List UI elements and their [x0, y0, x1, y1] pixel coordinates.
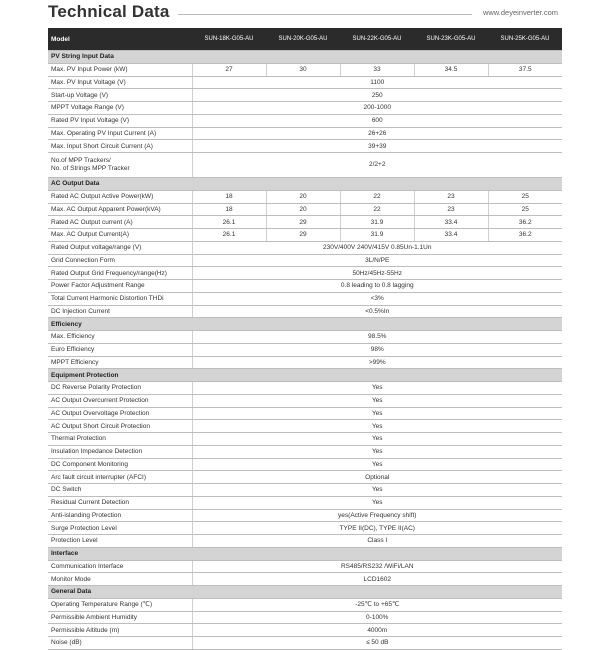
spec-value: <3% [192, 292, 562, 305]
spec-row [48, 445, 562, 458]
spec-label: Max. Input Short Circuit Current (A) [48, 140, 192, 153]
model-name: SUN-25K-G05-AU [488, 28, 562, 51]
spec-label: Rated PV Input Voltage (V) [48, 114, 192, 127]
spec-row [48, 102, 562, 115]
spec-row [48, 356, 562, 369]
section-title: Efficiency [48, 318, 562, 331]
spec-label: Max. Efficiency [48, 331, 192, 344]
spec-row [48, 394, 562, 407]
spec-label: Arc fault circuit interrupter (AFCI) [48, 471, 192, 484]
spec-row [48, 484, 562, 497]
spec-row [48, 76, 562, 89]
technical-data-table [48, 28, 562, 650]
spec-label: Rated AC Output current (A) [48, 216, 192, 229]
section-title: PV String Input Data [48, 51, 562, 64]
model-label: Model [48, 28, 192, 51]
spec-row [48, 496, 562, 509]
spec-row [48, 407, 562, 420]
spec-label: DC Reverse Polarity Protection [48, 382, 192, 395]
spec-value: 20 [266, 203, 340, 216]
spec-row [48, 598, 562, 611]
spec-label: Max. PV Input Voltage (V) [48, 76, 192, 89]
spec-value: 22 [340, 190, 414, 203]
spec-value: 200-1000 [192, 102, 562, 115]
spec-value: 31.9 [340, 229, 414, 242]
spec-value: Yes [192, 496, 562, 509]
spec-label: Surge Protection Level [48, 522, 192, 535]
spec-row [48, 114, 562, 127]
spec-label: Protection Level [48, 535, 192, 548]
spec-value: 31.9 [340, 216, 414, 229]
spec-value: 39+39 [192, 140, 562, 153]
spec-label: Communication Interface [48, 560, 192, 573]
page-header [48, 0, 564, 24]
section-header-row [48, 318, 562, 331]
spec-label-line: No. of Strings MPP Tracker [51, 165, 130, 172]
spec-value: TYPE II(DC), TYPE II(AC) [192, 522, 562, 535]
spec-row [48, 637, 562, 650]
spec-row [48, 560, 562, 573]
spec-value: 600 [192, 114, 562, 127]
spec-row [48, 382, 562, 395]
section-title: General Data [48, 586, 562, 599]
spec-value: RS485/RS232 /WiFi/LAN [192, 560, 562, 573]
spec-label: MPPT Efficiency [48, 356, 192, 369]
spec-row [48, 471, 562, 484]
spec-label: Anti-islanding Protection [48, 509, 192, 522]
spec-value: 25 [488, 203, 562, 216]
spec-row [48, 305, 562, 318]
spec-value: Yes [192, 420, 562, 433]
spec-value: 250 [192, 89, 562, 102]
spec-value: 50Hz/45Hz-55Hz [192, 267, 562, 280]
spec-label: AC Output Short Circuit Protection [48, 420, 192, 433]
spec-label: Rated AC Output Active Power(kW) [48, 190, 192, 203]
spec-label: DC Component Monitoring [48, 458, 192, 471]
spec-row [48, 458, 562, 471]
section-header-row [48, 586, 562, 599]
spec-row [48, 241, 562, 254]
spec-value: 36.2 [488, 216, 562, 229]
website-url: www.deyeinverter.com [482, 8, 558, 17]
spec-label: Euro Efficiency [48, 343, 192, 356]
spec-value: Yes [192, 382, 562, 395]
spec-label: Thermal Protection [48, 433, 192, 446]
spec-value: 20 [266, 190, 340, 203]
spec-row [48, 624, 562, 637]
spec-value: 25 [488, 190, 562, 203]
spec-row [48, 254, 562, 267]
spec-label: Max. AC Output Apparent Power(kVA) [48, 203, 192, 216]
spec-label: Residual Current Detection [48, 496, 192, 509]
spec-row [48, 292, 562, 305]
spec-label [48, 153, 192, 178]
spec-value: 22 [340, 203, 414, 216]
spec-label: Rated Output Grid Frequency/range(Hz) [48, 267, 192, 280]
spec-label: Rated Output voltage/range (V) [48, 241, 192, 254]
spec-label: Monitor Mode [48, 573, 192, 586]
spec-value: 30 [266, 63, 340, 76]
section-header-row [48, 178, 562, 191]
spec-row [48, 535, 562, 548]
spec-label: Permissible Ambient Humidity [48, 611, 192, 624]
spec-row [48, 433, 562, 446]
spec-value: Yes [192, 458, 562, 471]
spec-row [48, 216, 562, 229]
section-title: Equipment Protection [48, 369, 562, 382]
spec-row [48, 153, 562, 178]
spec-row [48, 203, 562, 216]
spec-value: 33.4 [414, 229, 488, 242]
spec-row [48, 229, 562, 242]
spec-label: Max. AC Output Current(A) [48, 229, 192, 242]
model-name: SUN-18K-G05-AU [192, 28, 266, 51]
spec-value: 98% [192, 343, 562, 356]
spec-label: DC Switch [48, 484, 192, 497]
spec-value: 0-100% [192, 611, 562, 624]
spec-row [48, 522, 562, 535]
section-title: Interface [48, 547, 562, 560]
section-title: AC Output Data [48, 178, 562, 191]
spec-row [48, 63, 562, 76]
spec-value: Class I [192, 535, 562, 548]
spec-value: Yes [192, 484, 562, 497]
section-header-row [48, 547, 562, 560]
spec-label: Grid Connection Form [48, 254, 192, 267]
spec-label-line: No.of MPP Trackers/ [51, 157, 111, 164]
spec-row [48, 89, 562, 102]
spec-value: 0.8 leading to 0.8 lagging [192, 280, 562, 293]
model-header-row [48, 28, 562, 51]
spec-row [48, 420, 562, 433]
spec-value: 3L/N/PE [192, 254, 562, 267]
spec-label: AC Output Overvoltage Protection [48, 407, 192, 420]
spec-value: 34.5 [414, 63, 488, 76]
header-rule [178, 14, 472, 15]
spec-value: 33 [340, 63, 414, 76]
spec-value: 2/2+2 [192, 153, 562, 178]
spec-value: 37.5 [488, 63, 562, 76]
spec-value: 23 [414, 203, 488, 216]
spec-value: 36.2 [488, 229, 562, 242]
spec-value: ≤ 50 dB [192, 637, 562, 650]
spec-label: Start-up Voltage (V) [48, 89, 192, 102]
spec-value: 18 [192, 190, 266, 203]
spec-label: Operating Temperature Range (℃) [48, 598, 192, 611]
section-header-row [48, 51, 562, 64]
spec-value: 26+26 [192, 127, 562, 140]
spec-row [48, 573, 562, 586]
spec-label: Noise (dB) [48, 637, 192, 650]
spec-value: 26.1 [192, 216, 266, 229]
spec-label: DC Injection Current [48, 305, 192, 318]
spec-value: 230V/400V 240V/415V 0.85Un-1.1Un [192, 241, 562, 254]
spec-label: Power Factor Adjustment Range [48, 280, 192, 293]
spec-value: Yes [192, 445, 562, 458]
spec-value: yes(Active Frequency shift) [192, 509, 562, 522]
spec-label: Insulation Impedance Detection [48, 445, 192, 458]
spec-value: 27 [192, 63, 266, 76]
spec-row [48, 280, 562, 293]
spec-value: <0.5%In [192, 305, 562, 318]
model-name: SUN-20K-G05-AU [266, 28, 340, 51]
spec-row [48, 611, 562, 624]
spec-value: 26.1 [192, 229, 266, 242]
spec-label: Permissible Altitude (m) [48, 624, 192, 637]
spec-value: Yes [192, 394, 562, 407]
spec-value: 98.5% [192, 331, 562, 344]
spec-value: Optional [192, 471, 562, 484]
spec-label: AC Output Overcurrent Protection [48, 394, 192, 407]
spec-row [48, 343, 562, 356]
spec-value: Yes [192, 433, 562, 446]
spec-row [48, 127, 562, 140]
spec-value: 29 [266, 229, 340, 242]
spec-row [48, 331, 562, 344]
spec-value: 4000m [192, 624, 562, 637]
spec-value: >99% [192, 356, 562, 369]
page-title: Technical Data [48, 2, 170, 21]
spec-row [48, 509, 562, 522]
spec-value: 33.4 [414, 216, 488, 229]
spec-label: MPPT Voltage Range (V) [48, 102, 192, 115]
model-name: SUN-22K-G05-AU [340, 28, 414, 51]
section-header-row [48, 369, 562, 382]
model-name: SUN-23K-G05-AU [414, 28, 488, 51]
spec-value: LCD1602 [192, 573, 562, 586]
spec-value: -25℃ to +65℃ [192, 598, 562, 611]
spec-label: Total Current Harmonic Distortion THDi [48, 292, 192, 305]
spec-value: 18 [192, 203, 266, 216]
spec-label: Max. PV Input Power (kW) [48, 63, 192, 76]
spec-row [48, 190, 562, 203]
spec-row [48, 267, 562, 280]
spec-value: Yes [192, 407, 562, 420]
spec-value: 23 [414, 190, 488, 203]
spec-value: 1100 [192, 76, 562, 89]
spec-label: Max. Operating PV Input Current (A) [48, 127, 192, 140]
spec-value: 29 [266, 216, 340, 229]
spec-row [48, 140, 562, 153]
